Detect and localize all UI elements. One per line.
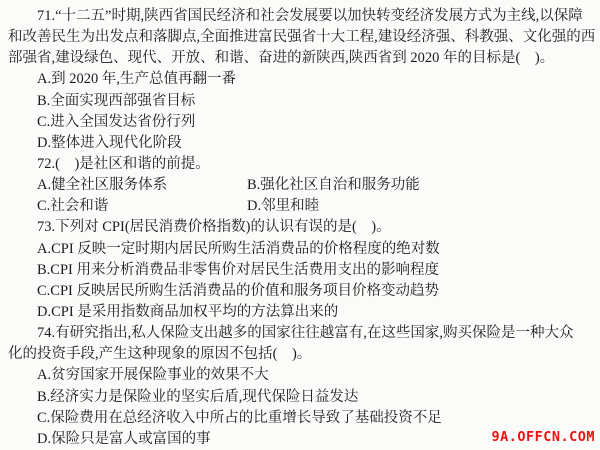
question-71-stem: 71.“十二五”时期,陕西省国民经济和社会发展要以加快转变经济发展方式为主线,以保障 [37, 8, 583, 24]
question-74-option: C.保险费用在总经济收入中所占的比重增长导致了基础投资不足 [37, 409, 442, 426]
question-71-stem-continuation: 部强省,建设绿色、现代、开放、和谐、奋进的新陕西,陕西省到 2020 年的目标是( )。 [8, 50, 555, 67]
question-73-option: B.CPI 用来分析消费品非零售价对居民生活费用支出的影响程度 [37, 261, 439, 278]
question-74-stem-continuation: 化的投资手段,产生这种现象的原因不包括( )。 [8, 346, 312, 363]
question-73-option: D.CPI 是采用指数商品加权平均的方法算出来的 [37, 303, 339, 320]
question-72-option-row [8, 175, 600, 196]
question-73-option: C.CPI 反映居民所购生活消费品的价值和服务项目价格变动趋势 [37, 282, 439, 299]
question-73-stem: 73.下列对 CPI(居民消费价格指数)的认识有误的是( )。 [37, 219, 391, 236]
question-74-option: A.贫穷国家开展保险事业的效果不大 [37, 367, 269, 384]
question-72-option-row [8, 196, 600, 217]
question-71-option: B.全面实现西部强省目标 [37, 92, 196, 109]
question-72-option: C.社会和谐 [37, 198, 109, 215]
question-72-option: D.邻里和睦 [247, 198, 320, 215]
question-list [8, 6, 600, 450]
question-74-option: D.保险只是富人或富国的事 [37, 430, 211, 447]
question-71-option: D.整体进入现代化阶段 [37, 134, 182, 151]
question-74-option: B.经济实力是保险业的坚实后盾,现代保险日益发达 [37, 388, 359, 405]
question-71-stem-continuation: 和改善民生为出发点和落脚点,全面推进富民强省十大工程,建设经济强、科教强、文化强的西 [8, 29, 596, 46]
question-73-option: A.CPI 反映一定时期内居民所购生活消费品的价格程度的绝对数 [37, 240, 440, 257]
question-72-stem: 72.( )是社区和谐的前提。 [37, 155, 210, 172]
question-72-option: B.强化社区自治和服务功能 [247, 177, 420, 194]
question-74-stem: 74.有研究指出,私人保险支出越多的国家往往越富有,在这些国家,购买保险是一种大众 [37, 325, 574, 342]
watermark-offcn: 9A.OFFCN.COM [491, 429, 595, 445]
question-71-option: A.到 2020 年,生产总值再翻一番 [37, 71, 236, 88]
question-71-option: C.进入全国发达省份行列 [37, 113, 196, 130]
question-72-option: A.健全社区服务体系 [37, 177, 168, 194]
